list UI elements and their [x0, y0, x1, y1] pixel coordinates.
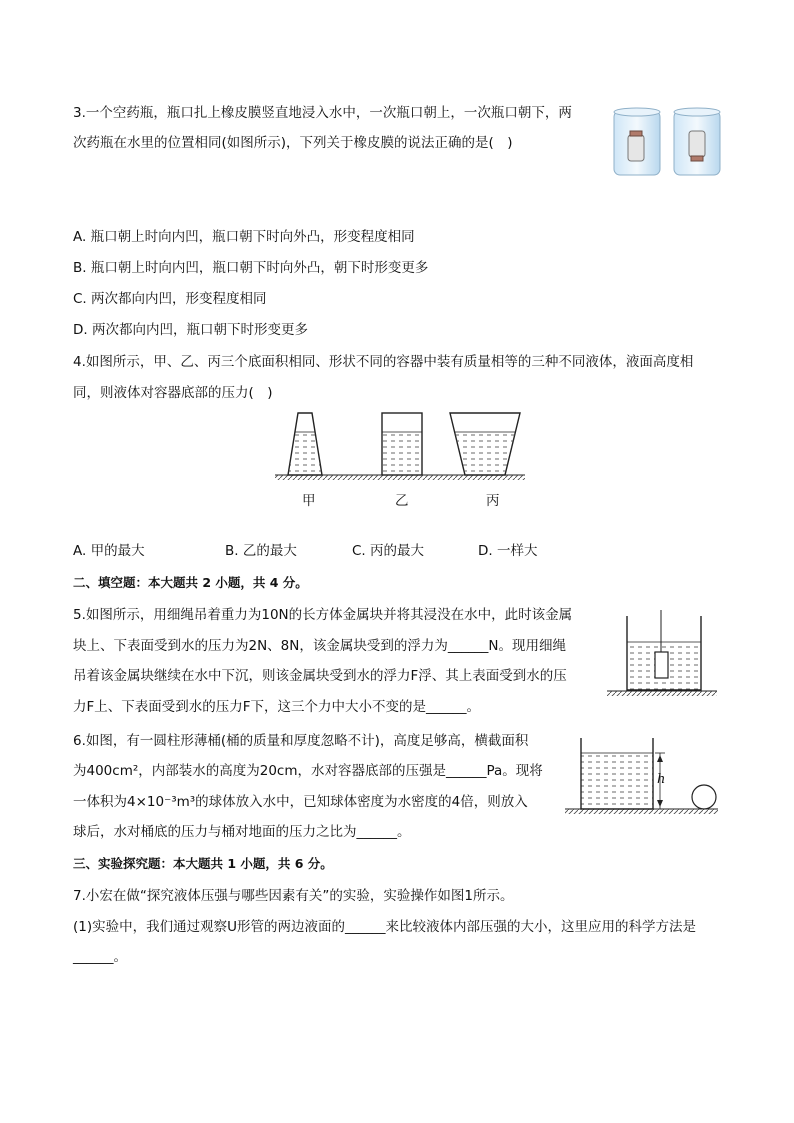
- q5-line-2: 块上、下表面受到水的压力为2N、8N，该金属块受到的浮力为______N。现用细绳: [73, 638, 566, 654]
- q5-line-3: 吊着该金属块继续在水中下沉，则该金属块受到水的浮力F浮、其上表面受到水的压: [73, 668, 567, 684]
- q4-option-b[interactable]: B. 乙的最大: [225, 543, 297, 559]
- q5-line-4: 力F上、下表面受到水的压力F下，这三个力中大小不变的是______。: [73, 699, 481, 715]
- section-3-heading: 三、实验探究题：本大题共 1 小题，共 6 分。: [73, 856, 333, 871]
- q7-line-1: 7.小宏在做“探究液体压强与哪些因素有关”的实验，实验操作如图1所示。: [73, 888, 514, 904]
- q3-option-a[interactable]: A. 瓶口朝上时向内凹，瓶口朝下时向外凸，形变程度相同: [73, 229, 415, 245]
- bottle-in-water-figure: [610, 105, 730, 180]
- q6-line-1: 6.如图，有一圆柱形薄桶(桶的质量和厚度忽略不计)，高度足够高，横截面积: [73, 733, 529, 749]
- q4-line-2: 同，则液体对容器底部的压力( ): [73, 385, 273, 401]
- q6-line-3: 一体积为4×10⁻³m³的球体放入水中，已知球体密度为水密度的4倍，则放入: [73, 794, 528, 810]
- q3-option-c[interactable]: C. 两次都向内凹，形变程度相同: [73, 291, 267, 307]
- q7-line-3: ______。: [73, 949, 127, 965]
- height-label-h: h: [657, 772, 666, 787]
- container-label-yi: 乙: [395, 493, 409, 509]
- q3-line-1: 3.一个空药瓶，瓶口扎上橡皮膜竖直地浸入水中，一次瓶口朝上，一次瓶口朝下，两: [73, 105, 572, 121]
- q6-line-4: 球后，水对桶底的压力与桶对地面的压力之比为______。: [73, 824, 411, 840]
- container-label-jia: 甲: [302, 493, 316, 509]
- q4-option-c[interactable]: C. 丙的最大: [352, 543, 425, 559]
- metal-block-in-water-figure: [605, 608, 720, 698]
- bucket-and-ball-figure: [563, 735, 723, 820]
- q5-line-1: 5.如图所示，用细绳吊着重力为10N的长方体金属块并将其浸没在水中，此时该金属: [73, 607, 573, 623]
- q7-line-2: (1)实验中，我们通过观察U形管的两边液面的______来比较液体内部压强的大小，这里应用的科学方法是: [73, 919, 697, 935]
- q3-option-d[interactable]: D. 两次都向内凹，瓶口朝下时形变更多: [73, 322, 308, 338]
- q4-option-a[interactable]: A. 甲的最大: [73, 543, 145, 559]
- beaker-right: [674, 108, 720, 175]
- q3-option-b[interactable]: B. 瓶口朝上时向内凹，瓶口朝下时向外凸，朝下时形变更多: [73, 260, 429, 276]
- q4-option-d[interactable]: D. 一样大: [478, 543, 538, 559]
- beaker-left: [614, 108, 660, 175]
- q4-line-1: 4.如图所示，甲、乙、丙三个底面积相同、形状不同的容器中装有质量相等的三种不同液体，液面高度相: [73, 354, 694, 370]
- q6-line-2: 为400cm²，内部装水的高度为20cm，水对容器底部的压强是______Pa。现将: [73, 763, 543, 779]
- container-label-bing: 丙: [486, 493, 500, 509]
- q3-line-2: 次药瓶在水里的位置相同(如图所示)，下列关于橡皮膜的说法正确的是( ): [73, 135, 513, 151]
- section-2-heading: 二、填空题：本大题共 2 小题，共 4 分。: [73, 575, 308, 590]
